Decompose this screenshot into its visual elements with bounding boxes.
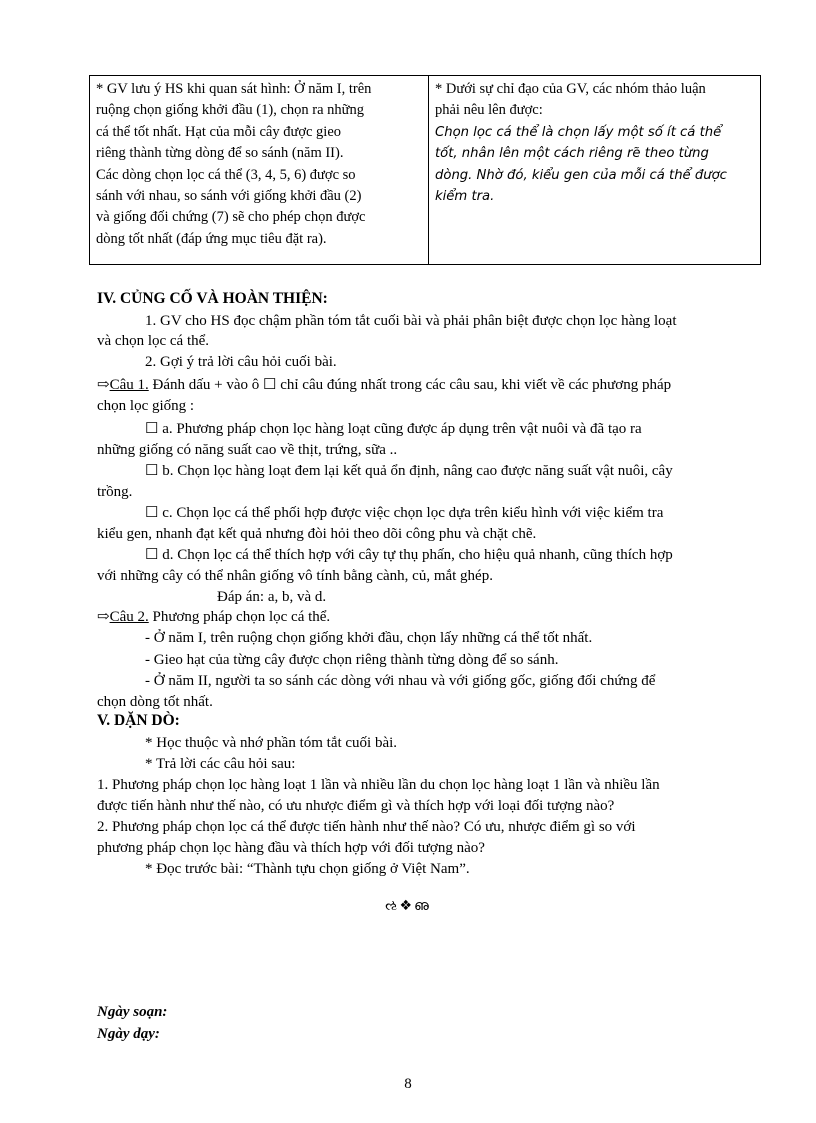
table-right-italic: kiểm tra. [435, 189, 495, 205]
ornament-divider: ઌ❖ഌ [385, 898, 431, 914]
question-2-bullet: - Gieo hạt của từng cây được chọn riêng thành từng dòng để so sánh. [145, 652, 559, 668]
option-d-line1: ☐ d. Chọn lọc cá thể thích hợp với cây tự thụ phấn, cho hiệu quả nhanh, cũng thích hợp [145, 547, 673, 563]
option-b-line1: ☐ b. Chọn lọc hàng loạt đem lại kết quả ổn định, nâng cao được năng suất vật nuôi, cây [145, 463, 673, 479]
table-right-intro: * Dưới sự chỉ đạo của GV, các nhóm thảo luận [435, 81, 706, 97]
option-d-line2: với những cây có thể nhân giống vô tính bằng cành, củ, mắt ghép. [97, 568, 493, 584]
section-5-question-1-cont: được tiến hành như thế nào, có ưu nhược điểm gì và thích hợp với loại đối tượng nào? [97, 798, 615, 814]
question-2-bullet: - Ở năm II, người ta so sánh các dòng với nhau và với giống gốc, giống đối chứng để [145, 673, 656, 689]
question-2-bullet: - Ở năm I, trên ruộng chọn giống khởi đầu, chọn lấy những cá thể tốt nhất. [145, 630, 593, 646]
section-5-heading: V. DẶN DÒ: [97, 712, 180, 729]
section-4-p2: 2. Gợi ý trả lời câu hỏi cuối bài. [145, 354, 337, 370]
table-left-line: và giống đối chứng (7) sẽ cho phép chọn được [96, 209, 366, 226]
question-2-text: Phương pháp chọn lọc cá thể. [148, 609, 331, 625]
section-5-question-1: 1. Phương pháp chọn lọc hàng loạt 1 lần và nhiều lần du chọn lọc hàng loạt 1 lần và nhiều lần [97, 777, 660, 793]
table-left-line: Các dòng chọn lọc cá thể (3, 4, 5, 6) được so [96, 166, 356, 183]
date-taught-label: Ngày dạy: [97, 1026, 160, 1042]
teacher-note-cell [90, 76, 429, 264]
question-2-line [97, 607, 330, 627]
section-4-p1a: 1. GV cho HS đọc chậm phần tóm tắt cuối bài và phải phân biệt được chọn lọc hàng loạt [145, 313, 677, 329]
section-4-heading: IV. CỦNG CỐ VÀ HOÀN THIỆN: [97, 290, 328, 307]
question-2-label: Câu 2. [109, 609, 149, 625]
section-5-question-2: 2. Phương pháp chọn lọc cá thể được tiến hành như thế nào? Có ưu, nhược điểm gì so với [97, 819, 636, 835]
arrow-icon: ⇨ [97, 377, 110, 393]
content-table [89, 75, 761, 265]
section-5-item: * Học thuộc và nhớ phần tóm tắt cuối bài. [145, 735, 398, 751]
answer-line: Đáp án: a, b, và d. [217, 589, 327, 605]
table-right-intro: phải nêu lên được: [435, 102, 543, 119]
section-5-item: * Trả lời các câu hỏi sau: [145, 756, 296, 772]
table-left-line: sánh với nhau, so sánh với giống khởi đầu (2) [96, 188, 362, 205]
question-1-text-cont: chọn lọc giống : [97, 398, 195, 414]
table-left-line: cá thể tốt nhất. Hạt của mỗi cây được gieo [96, 123, 342, 140]
section-5-question-2-cont: phương pháp chọn lọc hàng đầu và thích hợp với đối tượng nào? [97, 840, 485, 856]
option-b-line2: trồng. [97, 484, 133, 500]
question-1-text: Đánh dấu + vào ô ☐ chỉ câu đúng nhất trong các câu sau, khi viết về các phương pháp [148, 377, 672, 393]
question-1-label: Câu 1. [109, 377, 149, 393]
page-number: 8 [404, 1076, 412, 1092]
question-1-line [97, 375, 671, 395]
table-right-italic: tốt, nhân lên một cách riêng rẽ theo từng [435, 146, 709, 162]
table-left-line: * GV lưu ý HS khi quan sát hình: Ở năm I, trên [96, 81, 372, 97]
table-left-line: riêng thành từng dòng để so sánh (năm II). [96, 145, 344, 162]
table-left-line: ruộng chọn giống khởi đầu (1), chọn ra những [96, 102, 365, 119]
section-5-item: * Đọc trước bài: “Thành tựu chọn giống ở Việt Nam”. [145, 861, 470, 877]
table-right-italic: Chọn lọc cá thể là chọn lấy một số ít cá thể [435, 124, 722, 140]
option-a-line2: những giống có năng suất cao về thịt, trứng, sữa .. [97, 442, 398, 458]
section-4-p1b: và chọn lọc cá thể. [97, 333, 210, 349]
option-a-line1: ☐ a. Phương pháp chọn lọc hàng loạt cũng được áp dụng trên vật nuôi và đã tạo ra [145, 421, 642, 437]
option-c-line1: ☐ c. Chọn lọc cá thể phối hợp được việc chọn lọc dựa trên kiểu hình với việc kiểm tra [145, 505, 664, 521]
option-c-line2: kiểu gen, nhanh đạt kết quả nhưng đòi hỏi theo dõi công phu và chặt chẽ. [97, 526, 537, 542]
question-2-bullet-cont: chọn dòng tốt nhất. [97, 694, 213, 710]
table-left-line: dòng tốt nhất (đáp ứng mục tiêu đặt ra). [96, 230, 327, 247]
table-right-italic: dòng. Nhờ đó, kiểu gen của mỗi cá thể được [435, 167, 727, 183]
arrow-icon: ⇨ [97, 609, 110, 625]
date-prepared-label: Ngày soạn: [97, 1004, 168, 1020]
student-discussion-cell [429, 76, 760, 264]
